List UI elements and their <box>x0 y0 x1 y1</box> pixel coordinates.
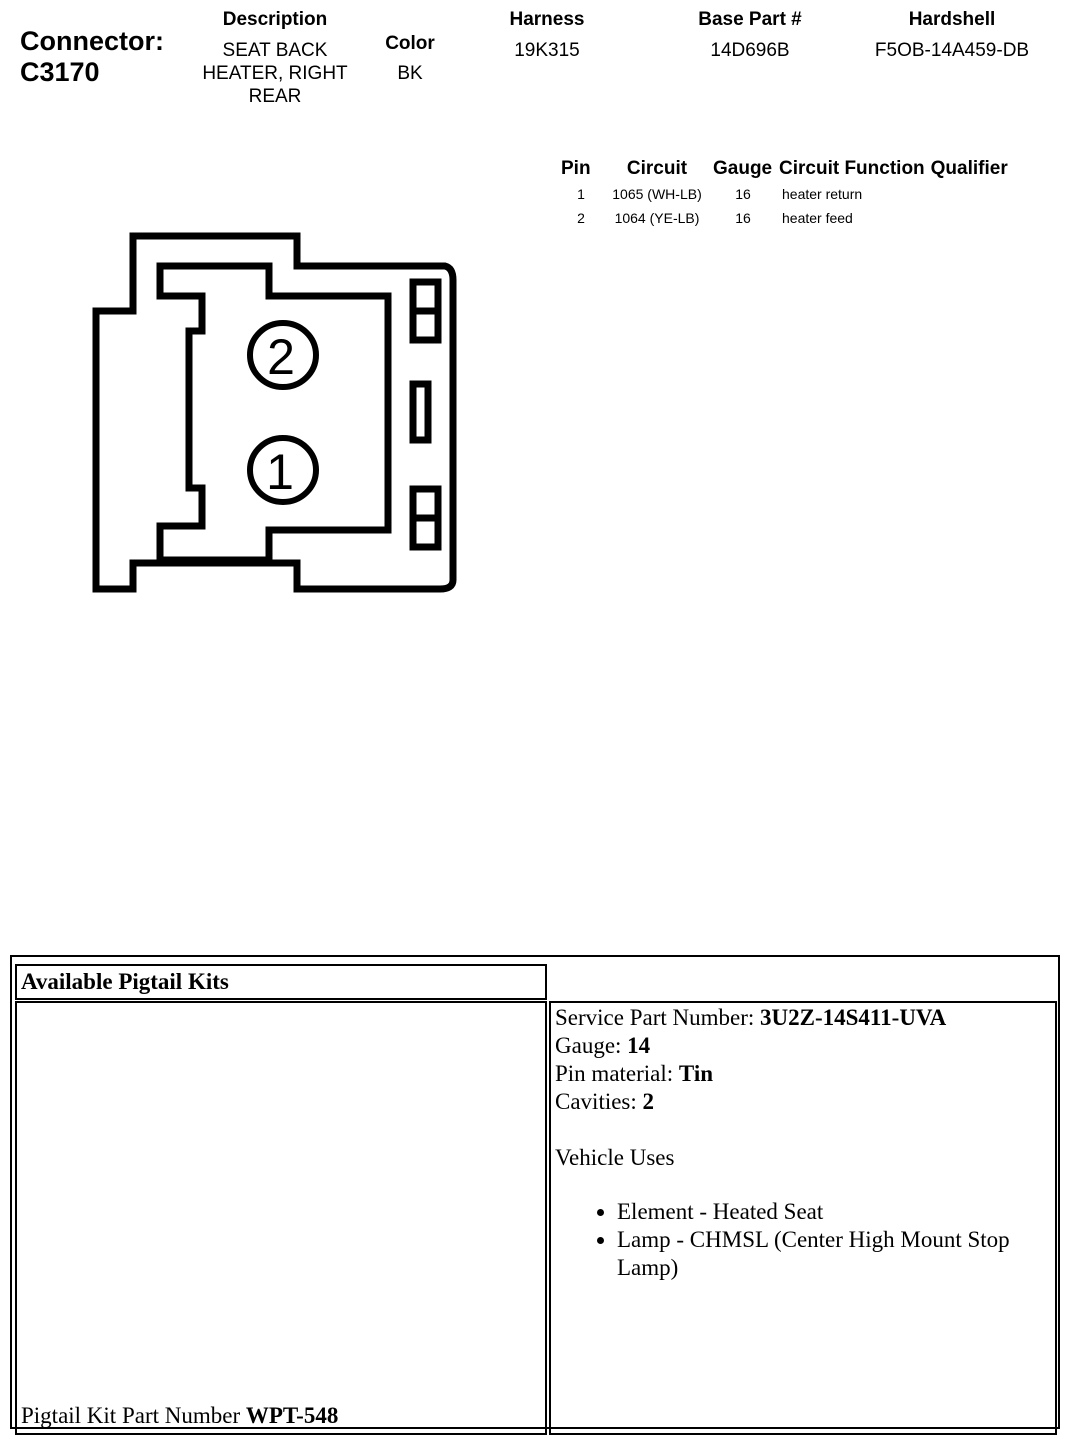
col-circuit-function: Circuit Function <box>779 158 925 179</box>
pin-material-value: Tin <box>678 1061 714 1086</box>
hardshell-value: F5OB-14A459-DB <box>874 40 1030 61</box>
pin-material-label: Pin material: <box>555 1061 679 1086</box>
kit-part-value: WPT-548 <box>245 1403 339 1428</box>
kit-part-number <box>21 1403 338 1429</box>
gauge-value: 16 <box>735 186 751 202</box>
service-part-value: 3U2Z-14S411-UVA <box>760 1005 947 1030</box>
circuit-value: 1064 (YE-LB) <box>614 210 700 226</box>
vehicle-uses-list <box>555 1198 1051 1282</box>
vehicle-uses-label: Vehicle Uses <box>555 1145 675 1170</box>
cavities-label: Cavities: <box>555 1089 643 1114</box>
gauge-line <box>555 1032 1051 1060</box>
housing-outline <box>96 236 453 589</box>
gauge-label: Gauge: <box>555 1033 628 1058</box>
cavities-line <box>555 1088 1051 1116</box>
circuit-function-value: heater feed <box>782 210 853 226</box>
latch-center <box>413 384 428 440</box>
list-item: • Lamp - CHMSL (Center High Mount Stop Lamp) <box>617 1226 1051 1282</box>
cavity-outline <box>160 266 388 560</box>
cavities-value: 2 <box>642 1089 655 1114</box>
connector-label: Connector: <box>20 26 164 56</box>
col-circuit: Circuit <box>626 158 688 179</box>
connector-id: C3170 <box>20 57 100 87</box>
pin-number: 1 <box>577 186 585 202</box>
kit-details-cell <box>549 1001 1057 1435</box>
col-qualifier: Qualifier <box>930 158 1008 179</box>
kits-title: Available Pigtail Kits <box>21 969 229 994</box>
description-line: SEAT BACK <box>222 40 328 61</box>
col-pin: Pin <box>561 158 591 179</box>
pin-2-label: 2 <box>267 329 295 385</box>
base-part-value: 14D696B <box>710 40 790 61</box>
description-label: Description <box>222 9 328 30</box>
harness-label: Harness <box>509 9 585 30</box>
pin-1-marker <box>250 438 316 502</box>
base-part-label: Base Part # <box>698 9 802 30</box>
col-gauge: Gauge <box>713 158 773 179</box>
description-line: HEATER, RIGHT <box>202 63 348 84</box>
color-label: Color <box>385 33 435 54</box>
harness-value: 19K315 <box>514 40 580 61</box>
gauge-value: 16 <box>735 210 751 226</box>
kits-title-cell <box>15 964 547 1000</box>
pigtail-kits-frame <box>10 955 1060 1429</box>
description-line: REAR <box>248 86 302 107</box>
kit-image-cell <box>15 1001 547 1435</box>
gauge-value: 14 <box>627 1033 651 1058</box>
circuit-value: 1065 (WH-LB) <box>612 186 702 202</box>
color-value: BK <box>397 63 423 84</box>
list-item: • Element - Heated Seat <box>617 1198 1051 1226</box>
circuit-function-value: heater return <box>782 186 863 202</box>
pin-number: 2 <box>577 210 585 226</box>
service-part-label: Service Part Number: <box>555 1005 761 1030</box>
kit-details <box>551 1003 1055 1283</box>
kit-part-label: Pigtail Kit Part Number <box>21 1403 246 1428</box>
pin-material-line <box>555 1060 1051 1088</box>
service-part-line <box>555 1004 1051 1032</box>
pin-1-label: 1 <box>266 444 294 500</box>
hardshell-label: Hardshell <box>908 9 996 30</box>
pin-2-marker <box>250 323 316 387</box>
connector-face-diagram <box>0 0 1070 640</box>
